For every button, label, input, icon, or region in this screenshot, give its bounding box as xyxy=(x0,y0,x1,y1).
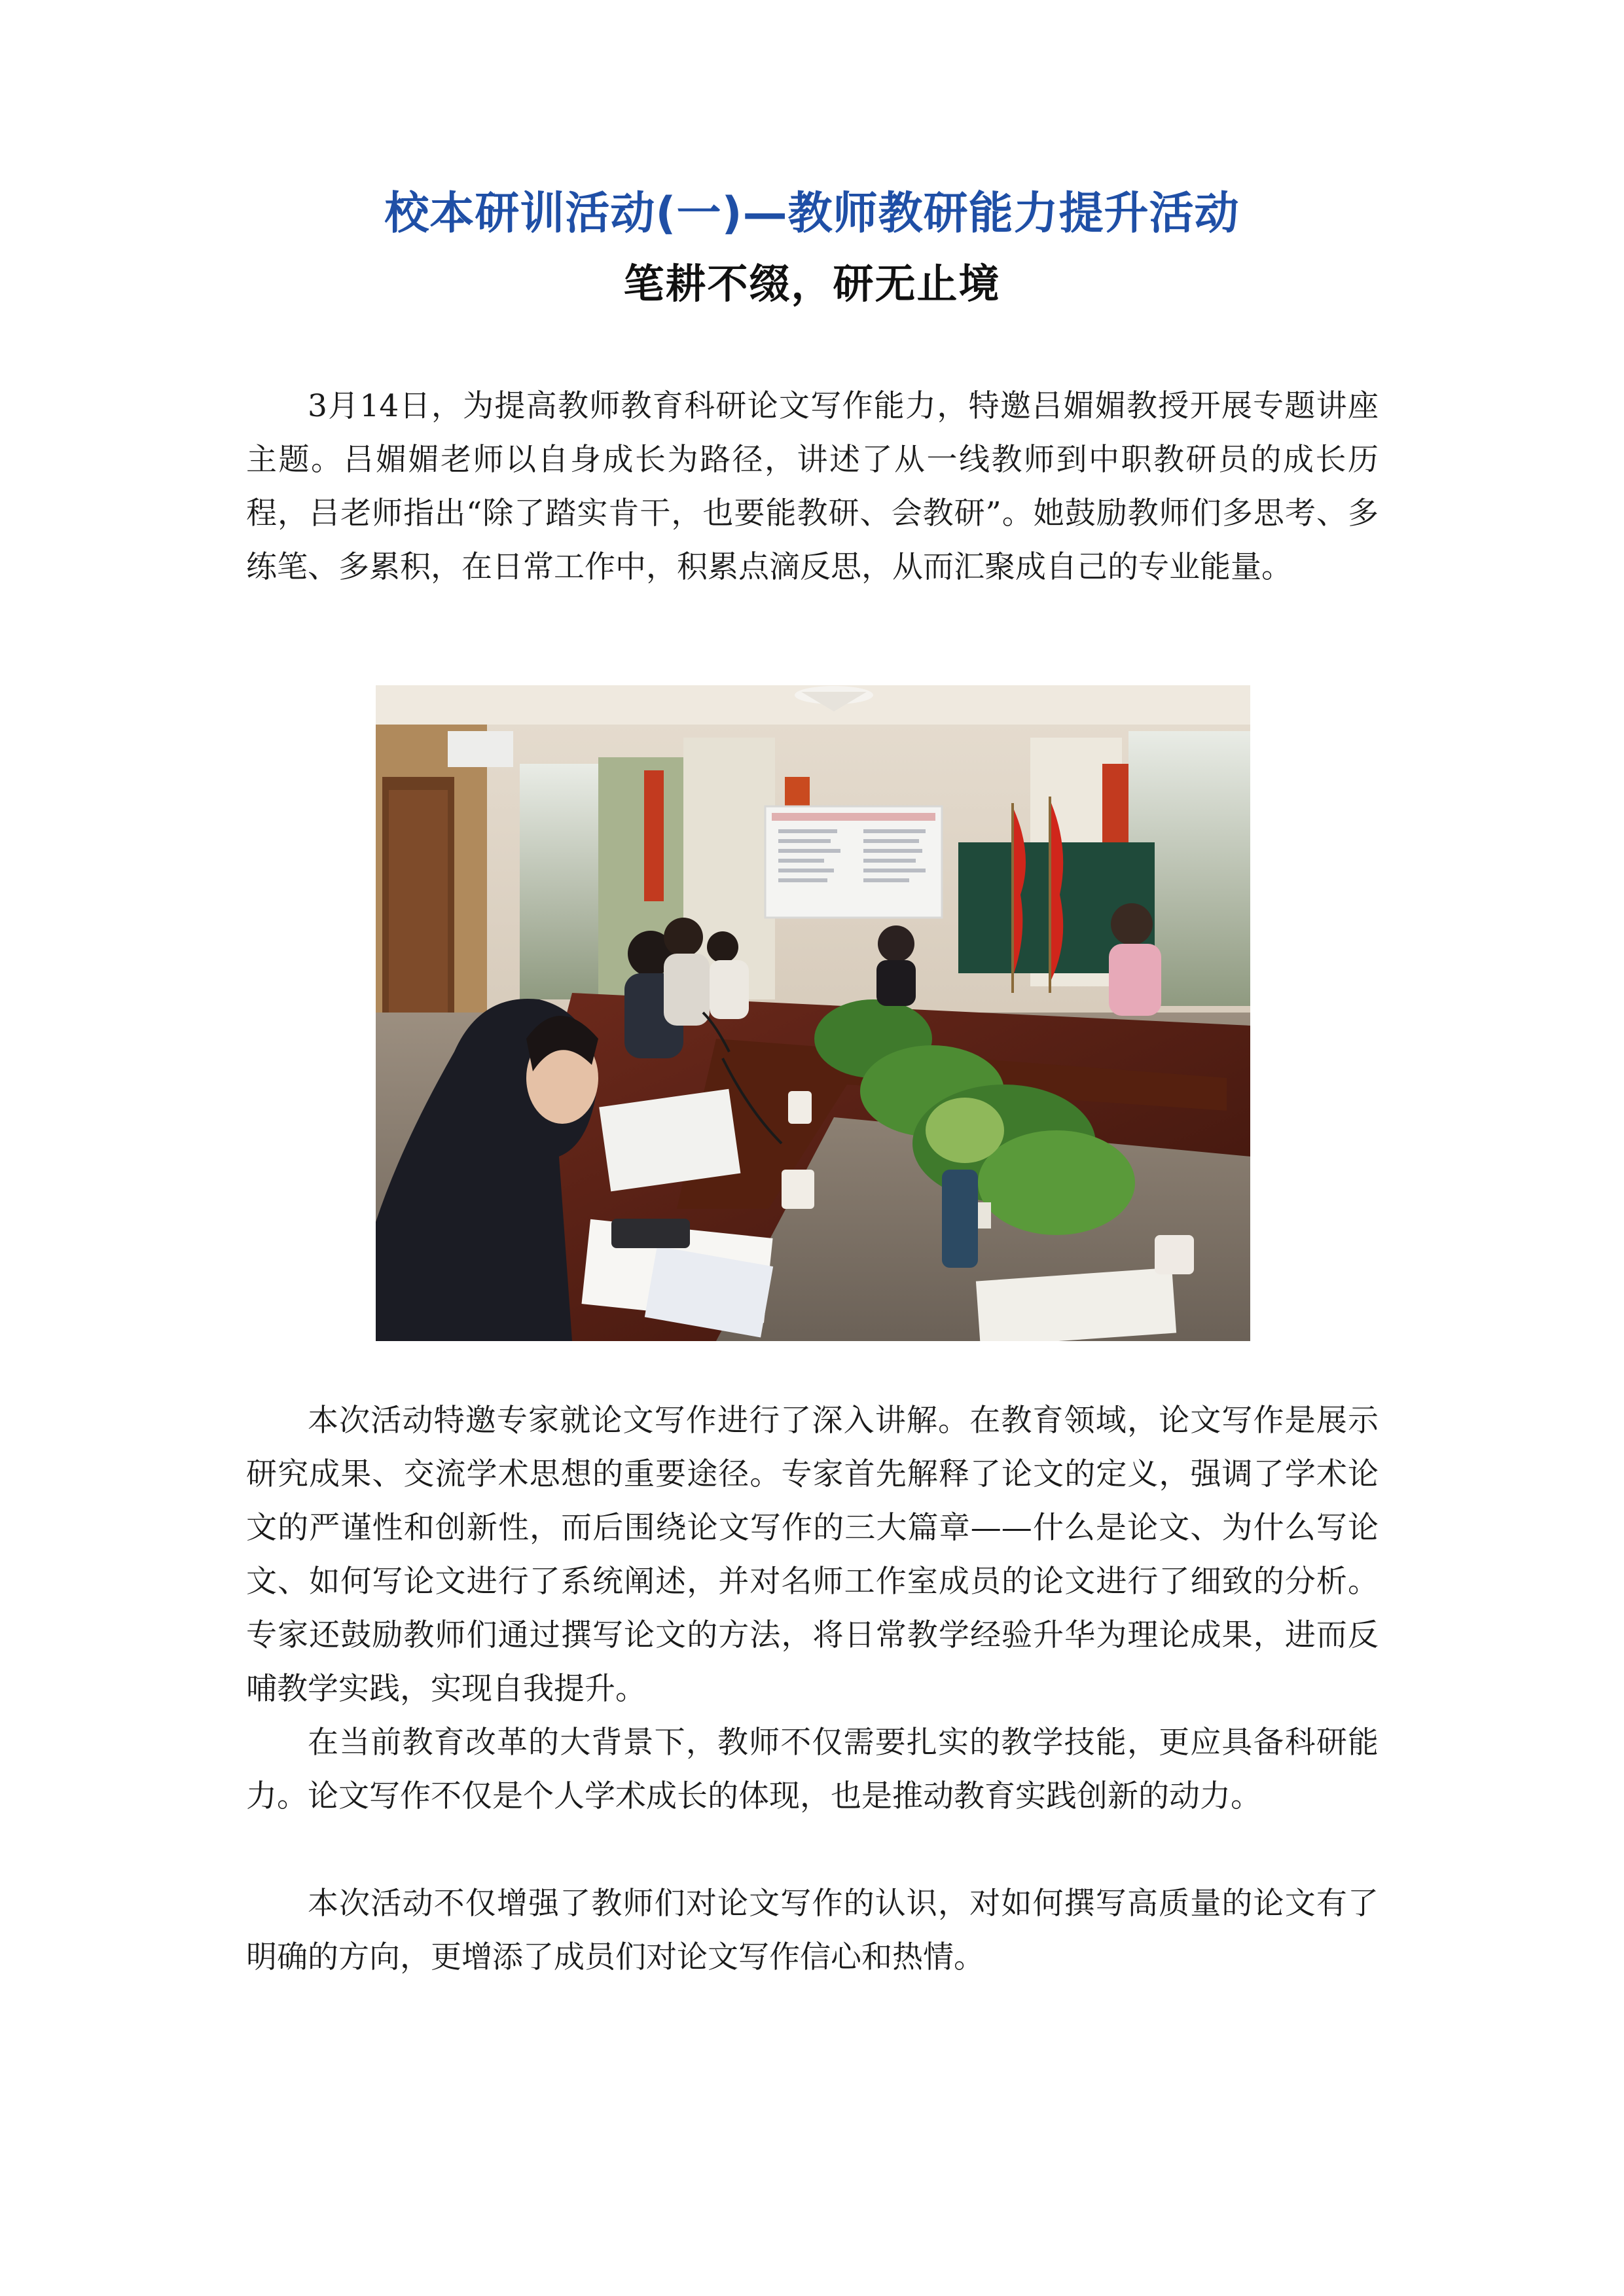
document-title: 校本研训活动(一)—教师教研能力提升活动 xyxy=(384,188,1240,240)
paragraph-4: 本次活动不仅增强了教师们对论文写作的认识，对如何撰写高质量的论文有了明确的方向，更增添了成员们对论文写作信心和热情。 xyxy=(246,1886,1379,1975)
paragraph-1: 3月14日，为提高教师教育科研论文写作能力，特邀吕媚媚教授开展专题讲座主题。吕媚媚老师以自身成长为路径，讲述了从一线教师到中职教研员的成长历程，吕老师指出“除了踏实肯干，也要能教研、会教研”。她鼓励教师们多思考、多练笔、多累积，在日常工作中，积累点滴反思，从而汇聚成自己的专业能量。 xyxy=(246,388,1379,585)
meeting-photo xyxy=(376,685,1250,1341)
projection-screen xyxy=(765,806,942,918)
presenter xyxy=(876,925,916,1006)
paragraph-2: 本次活动特邀专家就论文写作进行了深入讲解。在教育领域，论文写作是展示研究成果、交流学术思想的重要途径。专家首先解释了论文的定义，强调了学术论文的严谨性和创新性，而后围绕论文写作的三大篇章——什么是论文、为什么写论文、如何写论文进行了系统阐述，并对名师工作室成员的论文进行了细致的分析。专家还鼓励教师们通过撰写论文的方法，将日常教学经验升华为理论成果，进而反哺教学实践，实现自我提升。 xyxy=(246,1403,1379,1707)
document-subtitle: 笔耕不缀，研无止境 xyxy=(623,260,1001,308)
paragraph-3: 在当前教育改革的大背景下，教师不仅需要扎实的教学技能，更应具备科研能力。论文写作不仅是个人学术成长的体现，也是推动教育实践创新的动力。 xyxy=(246,1725,1379,1814)
